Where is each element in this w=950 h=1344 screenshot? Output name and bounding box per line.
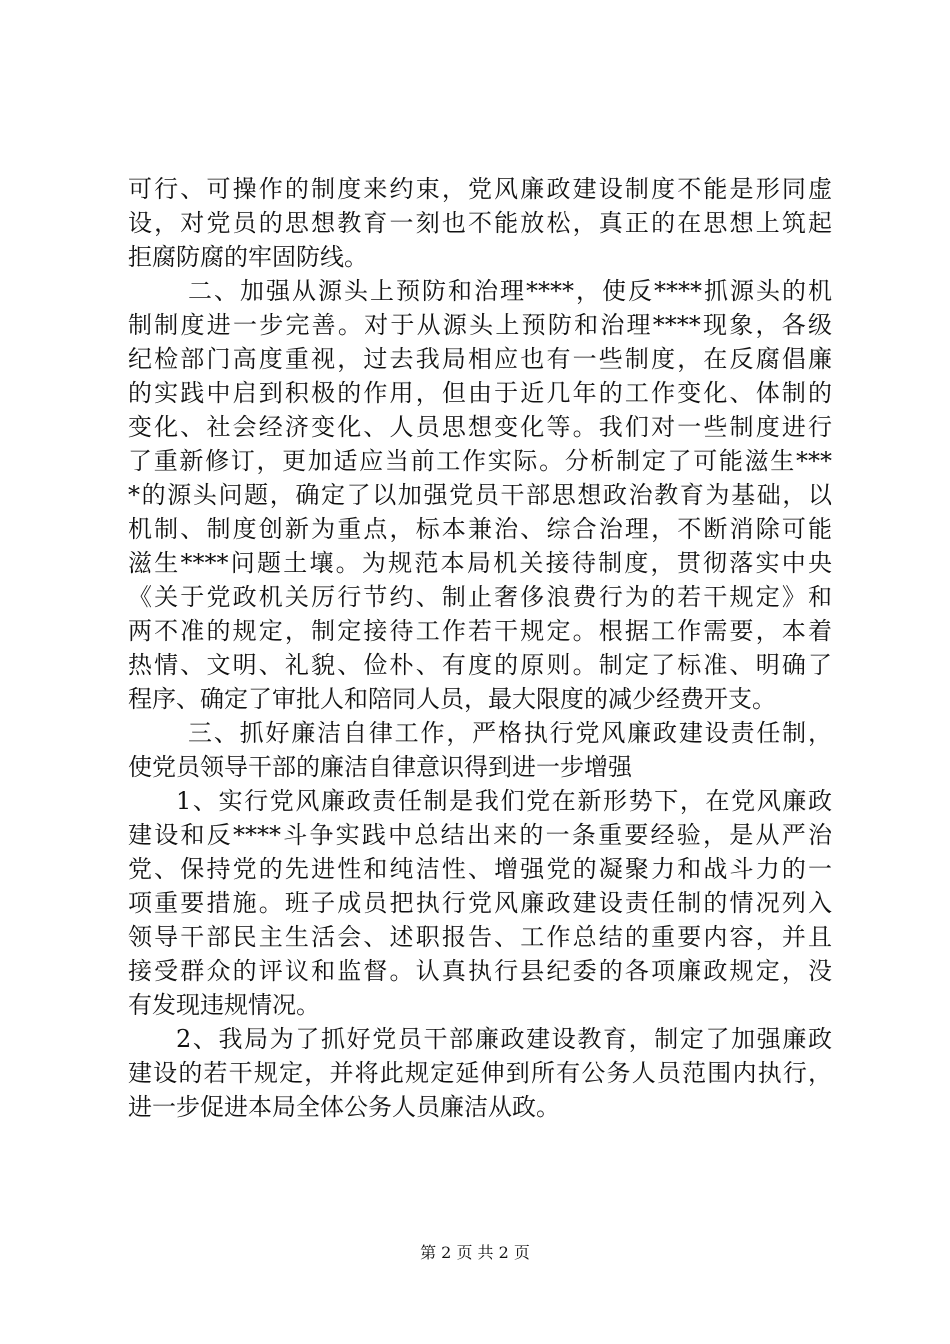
body-line: 设，对党员的思想教育一刻也不能放松，真正的在思想上筑起 [128,209,832,237]
body-line: 两不准的规定，制定接待工作若干规定。根据工作需要，本着 [128,617,832,645]
body-line: 使党员领导干部的廉洁自律意识得到进一步增强 [128,753,632,781]
body-line: 接受群众的评议和监督。认真执行县纪委的各项廉政规定，没 [128,957,832,985]
body-line: 领导干部民主生活会、述职报告、工作总结的重要内容，并且 [128,923,832,951]
body-line: 热情、文明、礼貌、俭朴、有度的原则。制定了标准、明确了 [128,651,832,679]
body-line: *的源头问题，确定了以加强党员干部思想政治教育为基础，以 [128,481,832,509]
document-body [128,172,832,1124]
body-line: 有发现违规情况。 [128,991,320,1019]
body-line: 进一步促进本局全体公务人员廉洁从政。 [128,1093,560,1121]
body-line: 的实践中启到积极的作用，但由于近几年的工作变化、体制的 [128,379,832,407]
body-line: 三、抓好廉洁自律工作，严格执行党风廉政建设责任制， [188,719,832,747]
body-line: 建设的若干规定，并将此规定延伸到所有公务人员范围内执行， [128,1059,832,1087]
body-line: 了重新修订，更加适应当前工作实际。分析制定了可能滋生*** [128,447,832,475]
body-line: 《关于党政机关厉行节约、制止奢侈浪费行为的若干规定》和 [128,583,832,611]
body-line: 建设和反****斗争实践中总结出来的一条重要经验，是从严治 [128,821,832,849]
body-line: 1、实行党风廉政责任制是我们党在新形势下，在党风廉政 [176,787,832,815]
body-line: 变化、社会经济变化、人员思想变化等。我们对一些制度进行 [128,413,832,441]
body-line: 拒腐防腐的牢固防线。 [128,243,368,271]
body-line: 滋生****问题土壤。为规范本局机关接待制度，贯彻落实中央 [128,549,832,577]
body-line: 党、保持党的先进性和纯洁性、增强党的凝聚力和战斗力的一 [128,855,832,883]
body-line: 制制度进一步完善。对于从源头上预防和治理****现象，各级 [128,311,832,339]
body-line: 2、我局为了抓好党员干部廉政建设教育，制定了加强廉政 [176,1025,832,1053]
body-line: 程序、确定了审批人和陪同人员，最大限度的减少经费开支。 [128,685,776,713]
body-line: 纪检部门高度重视，过去我局相应也有一些制度，在反腐倡廉 [128,345,832,373]
page-number-footer: 第 2 页 共 2 页 [420,1243,530,1262]
body-line: 可行、可操作的制度来约束，党风廉政建设制度不能是形同虚 [128,175,832,203]
body-line: 机制、制度创新为重点，标本兼治、综合治理，不断消除可能 [128,515,832,543]
body-line: 二、加强从源头上预防和治理****，使反****抓源头的机 [188,277,832,305]
body-line: 项重要措施。班子成员把执行党风廉政建设责任制的情况列入 [128,889,832,917]
